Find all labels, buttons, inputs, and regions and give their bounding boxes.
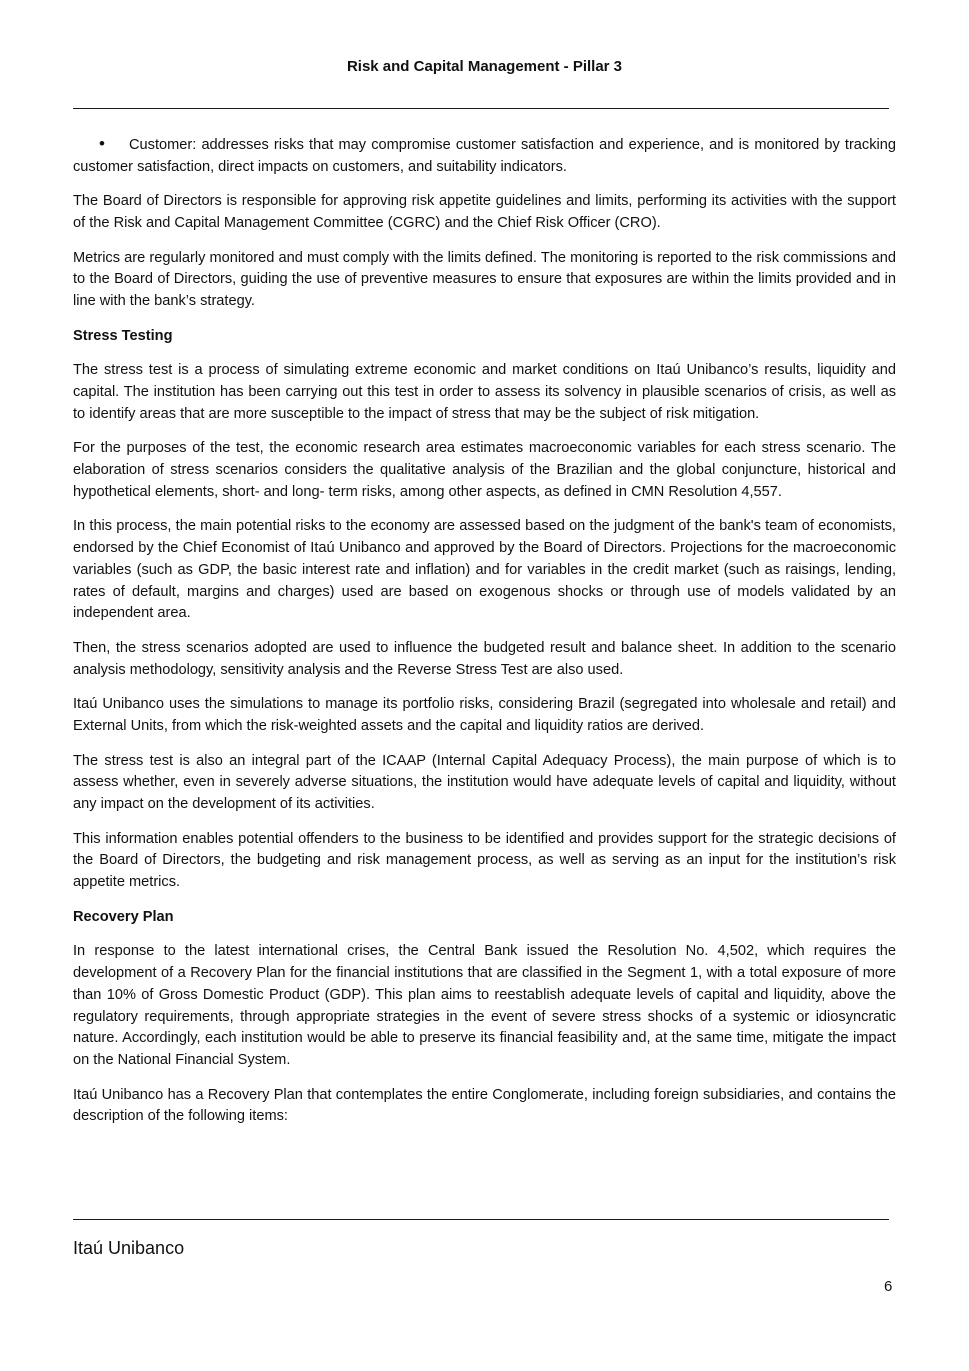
paragraph-metrics-monitoring: Metrics are regularly monitored and must comply with the limits defined. The monitoring is reported to the risk commissions and to the Board of Directors, guiding the use of preventive measures to ensure that exposures are within the limits provided and in line with the bank’s strategy. (73, 249, 896, 310)
paragraph-stress-icaap: The stress test is also an integral part of the ICAAP (Internal Capital Adequacy Process), the main purpose of which is to assess whether, even in severely adverse situations, the institution would have adequate levels of capital and liquidity, without any impact on the development of its activities. (73, 752, 896, 813)
section-heading-stress-testing: Stress Testing (73, 327, 173, 344)
header-divider (73, 108, 889, 109)
paragraph-stress-decisions: This information enables potential offenders to the business to be identified and provides support for the strategic decisions of the Board of Directors, the budgeting and risk management process, as well as serving as an input for the institution’s risk appetite metrics. (73, 830, 896, 891)
paragraph-stress-process: In this process, the main potential risks to the economy are assessed based on the judgment of the bank's team of economists, endorsed by the Chief Economist of Itaú Unibanco and approved by the Board of Directors. Projections for the macroeconomic variables (such as GDP, the basic interest rate and inflation) and for variables in the credit market (such as raisings, lending, rates of default, margins and charges) used are based on exogenous shocks or through use of models validated by an independent area. (73, 518, 896, 622)
paragraph-stress-simulations: Itaú Unibanco uses the simulations to manage its portfolio risks, considering Brazil (segregated into wholesale and retail) and External Units, from which the risk-weighted assets and the capital and liquidity ratios are derived. (73, 696, 896, 735)
paragraph-recovery-items: Itaú Unibanco has a Recovery Plan that contemplates the entire Conglomerate, including foreign subsidiaries, and contains the description of the following items: (73, 1086, 896, 1125)
footer-divider (73, 1219, 889, 1220)
paragraph-recovery-resolution: In response to the latest international crises, the Central Bank issued the Resolution No. 4,502, which requires the development of a Recovery Plan for the financial institutions that are classified in the Segment 1, with a total exposure of more than 10% of Gross Domestic Product (GDP). This plan aims to reestablish adequate levels of capital and liquidity, above the regulatory requirements, through appropriate strategies in the event of severe stress shocks of a systemic or idiosyncratic nature. Accordingly, each institution would be able to preserve its financial feasibility and, at the same time, mitigate the impact on the National Financial System. (73, 943, 896, 1069)
bullet-item-customer (73, 133, 896, 179)
page-number: 6 (884, 1278, 893, 1295)
paragraph-board-responsibility: The Board of Directors is responsible for approving risk appetite guidelines and limits, performing its activities with the support of the Risk and Capital Management Committee (CGRC) and the Chief Risk Officer (CRO). (73, 193, 896, 232)
page-header-title: Risk and Capital Management - Pillar 3 (346, 58, 623, 75)
paragraph-stress-budget: Then, the stress scenarios adopted are used to influence the budgeted result and balance sheet. In addition to the scenario analysis methodology, sensitivity analysis and the Reverse Stress Test are also used. (73, 639, 896, 678)
footer-brand: Itaú Unibanco (73, 1238, 185, 1258)
paragraph-stress-scenarios: For the purposes of the test, the economic research area estimates macroeconomic variables for each stress scenario. The elaboration of stress scenarios considers the qualitative analysis of the Brazilian and the global conjuncture, historical and hypothetical elements, short- and long- term risks, among other aspects, as defined in CMN Resolution 4,557. (73, 440, 896, 500)
paragraph-stress-definition: The stress test is a process of simulating extreme economic and market conditions on Itaú Unibanco’s results, liquidity and capital. The institution has been carrying out this test in order to assess its solvency in plausible scenarios of crisis, as well as to identify areas that are more susceptible to the impact of stress that may be the subject of risk mitigation. (73, 362, 896, 422)
bullet-icon: • (99, 134, 105, 153)
bullet-text: Customer: addresses risks that may compromise customer satisfaction and experience, and is monitored by tracking customer satisfaction, direct impacts on customers, and suitability indicators. (73, 137, 896, 175)
document-body (73, 133, 896, 1141)
section-heading-recovery-plan: Recovery Plan (73, 908, 174, 925)
